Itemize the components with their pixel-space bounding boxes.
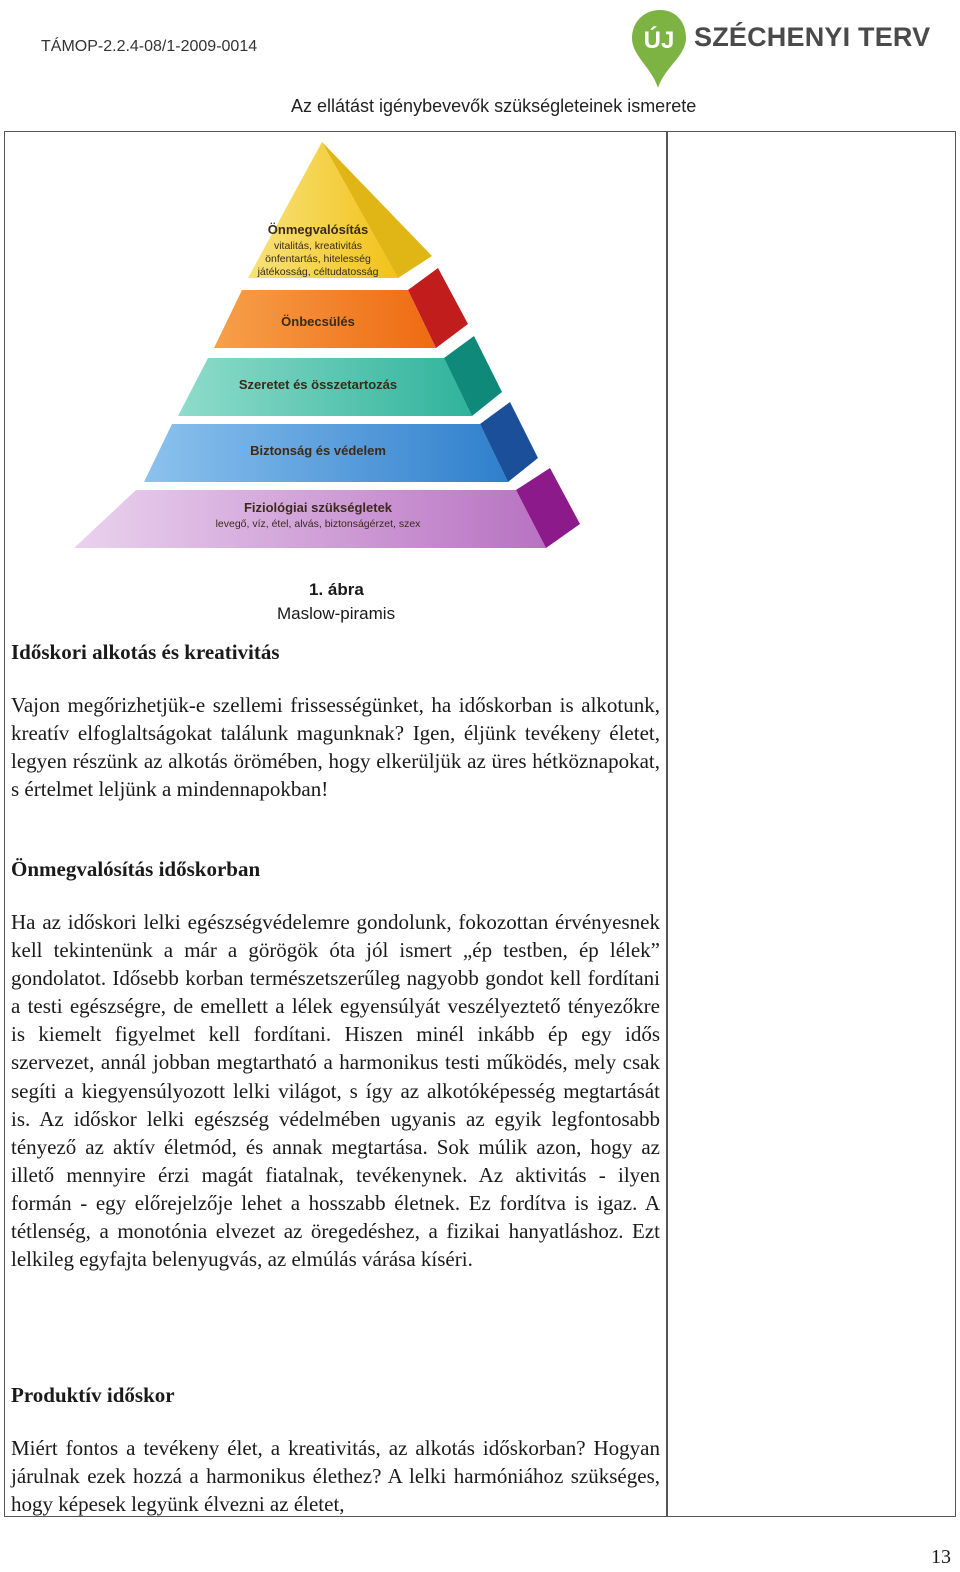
logo-badge: ÚJ [643, 27, 675, 54]
heading-idoskori-alkotas: Időskori alkotás és kreativitás [11, 640, 280, 664]
level-3-title: Szeretet és összetartozás [238, 377, 398, 392]
location-pin-icon [630, 8, 700, 90]
level-1-line-2: önfentartás, hitelesség [265, 253, 371, 265]
paragraph-1: Vajon megőrizhetjük-e szellemi frissességünket, ha időskorban is alkotunk, kreatív elfoglaltságokat találunk magunknak? Igen, éljünk tevékeny életet, legyen részünk az alkotás örömében, hogy elkerüljük az üres hétköznapokat, s értelmet leljünk a mindennapokban! [11, 693, 660, 802]
maslow-pyramid-figure [60, 138, 600, 558]
level-5-line-1: levegő, víz, étel, alvás, biztonságérzet, szex [215, 518, 421, 530]
level-4-title: Biztonság és védelem [250, 443, 386, 458]
project-code: TÁMOP-2.2.4-08/1-2009-0014 [41, 38, 258, 55]
paragraph-3: Miért fontos a tevékeny élet, a kreativitás, az alkotás időskorban? Hogyan járulnak ezek hozzá a harmonikus élethez? A lelki harmóniához szükséges, hogy képesek legyünk élvezni az életet, [11, 1436, 660, 1517]
level-1-title: Önmegvalósítás [267, 222, 369, 237]
document-title: Az ellátást igénybevevők szükségleteinek ismerete [291, 96, 697, 116]
logo-text: SZÉCHENYI TERV [694, 22, 931, 52]
level-1-line-1: vitalitás, kreativitás [273, 240, 363, 252]
level-2-title: Önbecsülés [281, 314, 355, 329]
paragraph-2: Ha az időskori lelki egészségvédelemre gondolunk, fokozottan érvényesnek kell tekintenünk a már a görögök óta jól ismert „ép testben, ép lélek” gondolatot. Idősebb korban természetszerűleg nagyobb gondot kell fordítani a testi egészségre, de emellett a lélek egyensúlyát veszélyeztető tényezőkre is kiemelt figyelmet kell fordítani. Hiszen minél inkább ép egy idős szervezet, annál jobban megtartható a harmonikus testi működés, mely csak segíti a kiegyensúlyozott lelki világot, s így az alkotóképesség megtartását is. Az időskor lelki egészség védelmében ugyanis az egyik legfontosabb tényező az aktív életmód, és annak megtartása. Sok múlik azon, hogy az illető mennyire érzi magát fiatalnak, tevékenynek. Az aktivitás - ilyen formán - egy előrejelzője lehet a hosszabb életnek. Ez fordítva is igaz. A tétlenség, a monotónia elvezet az öregedéshez, a fizikai hanyatláshoz. Ezt lelkileg egyfajta belenyugvás, az elmúlás várása kíséri. [11, 910, 660, 1272]
heading-produktiv-idoskor: Produktív időskor [11, 1383, 175, 1407]
figure-number: 1. ábra [309, 580, 364, 599]
szechenyi-terv-logo [630, 8, 931, 90]
level-1-line-3: játékosság, céltudatosság [257, 266, 379, 278]
page-number: 13 [931, 1546, 951, 1568]
level-5-title: Fiziológiai szükségletek [243, 500, 393, 515]
heading-onmegvalositas: Önmegvalósítás időskorban [11, 857, 261, 881]
figure-caption: Maslow-piramis [277, 604, 396, 623]
column-divider [666, 131, 668, 1517]
